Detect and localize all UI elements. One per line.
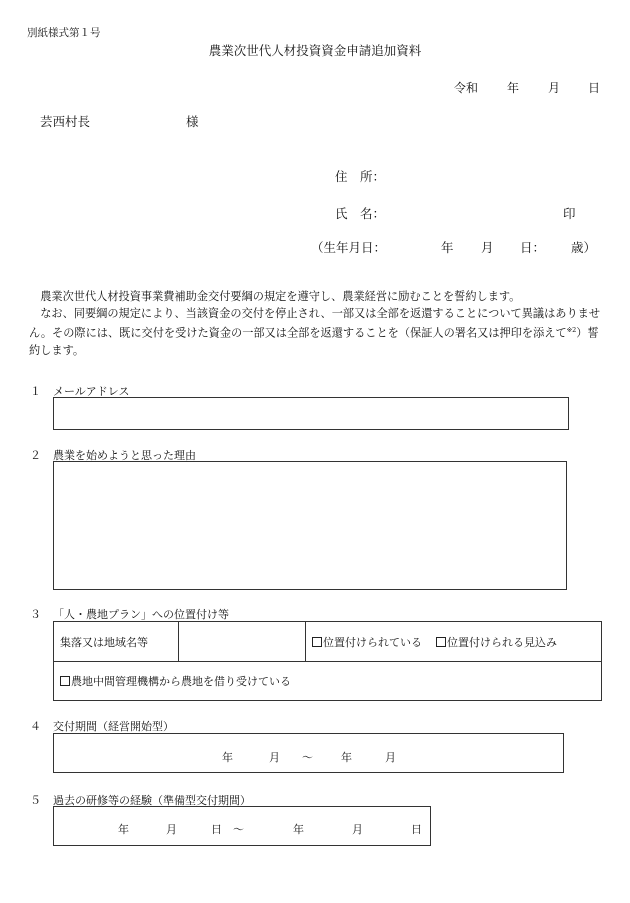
option-lease-label: 農地中間管理機構から農地を借り受けている <box>71 675 291 688</box>
period-end-year: 年 <box>341 751 352 764</box>
area-label: 集落又は地域名等 <box>60 635 148 649</box>
reason-field[interactable] <box>53 461 567 590</box>
section-1-number: １ <box>30 385 41 398</box>
email-field[interactable] <box>53 397 569 430</box>
plan-options-cell <box>306 622 602 662</box>
training-end-month: 月 <box>352 823 363 836</box>
note-mark: ※2 <box>566 326 577 334</box>
plan-table <box>53 621 602 701</box>
pledge-line-2b: ）誓約します。 <box>29 326 599 357</box>
checkbox-expected[interactable] <box>436 637 446 647</box>
birth-day: 日： <box>520 240 546 255</box>
birth-label: （生年月日： <box>311 240 387 255</box>
section-5-number: ５ <box>30 794 41 807</box>
grant-period-field[interactable] <box>53 733 564 773</box>
age-label: 歳） <box>571 240 597 255</box>
section-1-label: メールアドレス <box>53 385 130 398</box>
pledge-line-2a: なお、同要綱の規定により、当該資金の交付を停止され、一部又は全部を返還することについて異議はありません。その際には、既に交付を受けた資金の一部又は全部を返還することを（保証人の署名又は押印を添えて <box>29 307 601 340</box>
date-year: 年 <box>507 81 520 95</box>
section-4-label: 交付期間（経営開始型） <box>53 720 174 733</box>
section-2-label: 農業を始めようと思った理由 <box>53 449 196 462</box>
area-label-cell <box>54 622 179 662</box>
checkbox-positioned[interactable] <box>312 637 322 647</box>
section-3-number: ３ <box>30 608 41 621</box>
form-number: 別紙様式第１号 <box>27 27 101 39</box>
period-start-month: 月 <box>269 751 280 764</box>
pledge-line-2 <box>29 305 609 359</box>
option-positioned-label: 位置付けられている <box>323 635 422 649</box>
pledge-line-1: 農業次世代人材投資事業費補助金交付要綱の規定を遵守し、農業経営に励むことを誓約します。 <box>40 290 521 303</box>
section-5-label: 過去の研修等の経験（準備型交付期間） <box>53 794 251 807</box>
option-expected-label: 位置付けられる見込み <box>447 635 557 649</box>
birth-year: 年 <box>441 240 454 255</box>
date-day: 日 <box>588 81 601 95</box>
training-start-month: 月 <box>166 823 177 836</box>
period-start-year: 年 <box>222 751 233 764</box>
option-positioned[interactable] <box>312 636 422 649</box>
training-start-day: 日 <box>211 823 222 836</box>
section-3-label: 「人・農地プラン」への位置付け等 <box>53 608 229 621</box>
date-era: 令和 <box>454 81 479 95</box>
pledge-text <box>29 288 609 359</box>
addressee-honorific: 様 <box>186 114 199 129</box>
period-tilde: ～ <box>302 751 313 764</box>
birth-month: 月 <box>481 240 494 255</box>
section-4-number: ４ <box>30 720 41 733</box>
addressee-name: 芸西村長 <box>40 114 91 129</box>
option-expected[interactable] <box>436 636 557 649</box>
training-start-year: 年 <box>118 823 129 836</box>
name-label: 氏 名： <box>335 206 386 221</box>
document-title: 農業次世代人材投資資金申請追加資料 <box>208 43 422 58</box>
section-2-number: ２ <box>30 449 41 462</box>
training-tilde: ～ <box>233 823 244 836</box>
area-input-cell[interactable] <box>179 622 306 662</box>
address-label: 住 所： <box>335 169 386 184</box>
training-end-day: 日 <box>411 823 422 836</box>
date-month: 月 <box>548 81 561 95</box>
lease-option-cell[interactable] <box>54 662 602 701</box>
training-period-field[interactable] <box>53 806 431 846</box>
checkbox-lease[interactable] <box>60 676 70 686</box>
period-end-month: 月 <box>385 751 396 764</box>
seal-mark: 印 <box>563 206 576 221</box>
training-end-year: 年 <box>293 823 304 836</box>
